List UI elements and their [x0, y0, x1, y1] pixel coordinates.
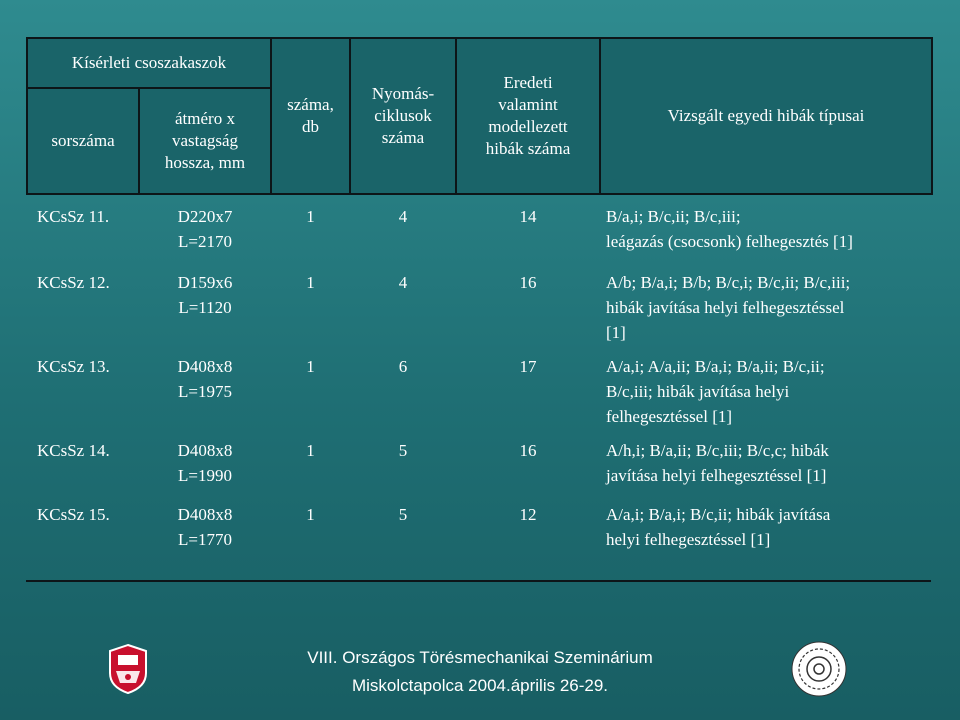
- footer-conference-place-date: Miskolctapolca 2004.április 26-29.: [351, 676, 609, 695]
- header-atmero: [139, 88, 271, 194]
- header-eredeti-line3: modellezett: [488, 117, 568, 136]
- row-defects: 12: [519, 505, 537, 524]
- row-cycles: 5: [398, 505, 408, 524]
- row-cycles: 4: [398, 207, 408, 226]
- header-eredeti-line4: hibák száma: [485, 139, 571, 158]
- header-atmero-line2: vastagság: [171, 131, 239, 150]
- table-row: [27, 194, 932, 264]
- row-defects: 14: [519, 207, 537, 226]
- row-defect-types: A/a,i; A/a,ii; B/a,i; B/a,ii; B/c,ii; B/c,iii; hibák javítása helyi felhegesztéssel [1]: [606, 357, 825, 426]
- row-dimensions: D408x8 L=1990: [177, 441, 233, 485]
- row-dimensions: D408x8 L=1975: [177, 357, 233, 401]
- header-szama-db: [271, 38, 350, 194]
- row-cycles: 6: [398, 357, 408, 376]
- header-sorszama: sorszáma: [27, 88, 139, 194]
- row-id: KCsSz 15.: [37, 505, 110, 524]
- row-dimensions: D408x8 L=1770: [177, 505, 233, 549]
- header-group-kiserleti: Kísérleti csoszakaszok: [27, 38, 271, 88]
- header-atmero-line1: átméro x: [175, 109, 235, 128]
- header-eredeti-line2: valamint: [498, 95, 558, 114]
- header-eredeti-hibak: [456, 38, 600, 194]
- table-row: [27, 432, 932, 496]
- row-db: 1: [306, 505, 315, 524]
- row-defects: 17: [519, 357, 537, 376]
- row-defects: 16: [519, 441, 537, 460]
- row-defects: 16: [519, 273, 537, 292]
- header-vizsgalt-hibak: Vizsgált egyedi hibák típusai: [600, 38, 932, 194]
- header-szama-line1: száma,: [287, 95, 334, 114]
- row-id: KCsSz 11.: [37, 207, 110, 226]
- row-id: KCsSz 13.: [37, 357, 110, 376]
- row-db: 1: [306, 273, 315, 292]
- results-table: [26, 37, 933, 560]
- header-nyomas-line2: ciklusok: [374, 106, 432, 125]
- row-db: 1: [306, 207, 315, 226]
- header-atmero-line3: hossza, mm: [164, 153, 246, 172]
- header-eredeti-line1: Eredeti: [503, 73, 553, 92]
- row-db: 1: [306, 357, 315, 376]
- header-nyomas-line3: száma: [381, 128, 425, 147]
- table-row: [27, 496, 932, 560]
- results-table-wrapper: [26, 37, 931, 560]
- header-szama-line2: db: [302, 117, 319, 136]
- table-bottom-border: [26, 580, 931, 582]
- row-id: KCsSz 14.: [37, 441, 110, 460]
- table-row: [27, 348, 932, 432]
- header-nyomas-line1: Nyomás-: [371, 84, 435, 103]
- row-cycles: 5: [398, 441, 408, 460]
- table-row: [27, 264, 932, 348]
- footer-conference-title: VIII. Országos Törésmechanikai Szeminárium: [307, 648, 653, 667]
- row-cycles: 4: [398, 273, 408, 292]
- row-dimensions: D220x7 L=2170: [177, 207, 233, 251]
- row-defect-types: A/h,i; B/a,ii; B/c,iii; B/c,c; hibák javítása helyi felhegesztéssel [1]: [606, 441, 829, 485]
- row-defect-types: A/a,i; B/a,i; B/c,ii; hibák javítása helyi felhegesztéssel [1]: [606, 505, 831, 549]
- row-id: KCsSz 12.: [37, 273, 110, 292]
- header-nyomas-ciklusok: [350, 38, 456, 194]
- row-defect-types: B/a,i; B/c,ii; B/c,iii; leágazás (csocsonk) felhegesztés [1]: [606, 207, 853, 251]
- row-db: 1: [306, 441, 315, 460]
- row-defect-types: A/b; B/a,i; B/b; B/c,i; B/c,ii; B/c,iii; hibák javítása helyi felhegesztéssel [1]: [606, 273, 851, 342]
- row-dimensions: D159x6 L=1120: [177, 273, 233, 317]
